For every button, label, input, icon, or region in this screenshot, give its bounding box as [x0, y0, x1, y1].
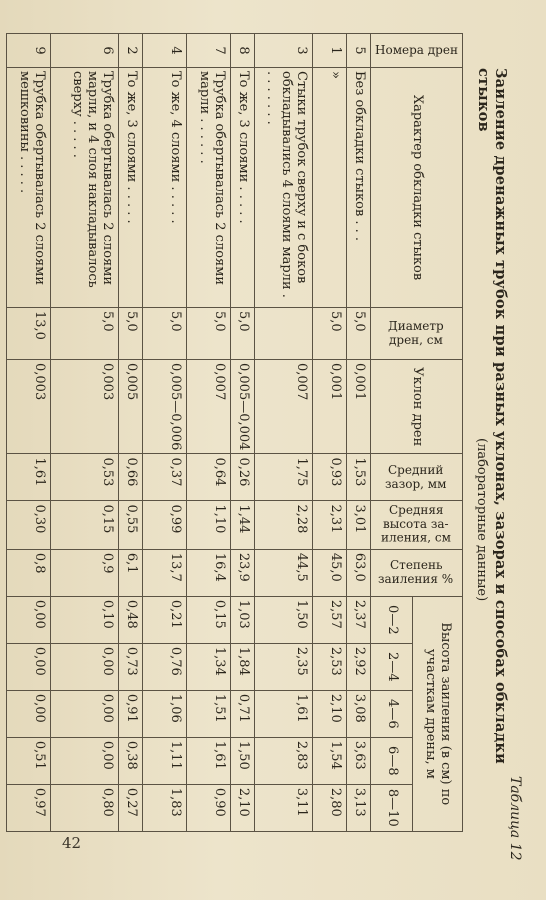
row-section-value: 0,73	[119, 643, 143, 690]
row-section-value: 3,08	[347, 690, 371, 737]
row-height: 0,30	[7, 501, 51, 549]
row-section-value: 2,83	[255, 737, 313, 784]
row-slope: 0,005—0,006	[143, 360, 187, 454]
row-section-value: 2,53	[313, 643, 347, 690]
row-slope: 0,005—0,004	[231, 360, 255, 454]
table-row	[7, 34, 51, 832]
row-slope: 0,007	[255, 360, 313, 454]
row-section-value: 1,34	[187, 643, 231, 690]
table-title: Заиление дренажных трубок при разных уклонах, зазорах и способах обкладки стыков	[475, 68, 509, 764]
row-section-value: 0,48	[119, 596, 143, 643]
row-section-value: 0,97	[7, 784, 51, 831]
row-number: 7	[187, 34, 231, 68]
row-diameter: 5,0	[143, 308, 187, 360]
row-description: То же, 3 слоями . . . . .	[119, 68, 143, 308]
page-number: 42	[62, 834, 82, 852]
header-character: Характер обкладки стыков	[371, 68, 463, 308]
row-section-value: 0,00	[7, 596, 51, 643]
table-body	[7, 34, 371, 832]
row-section-value: 2,10	[313, 690, 347, 737]
header-sections-group: Высота заиления (в см) по участкам дрены, м	[413, 596, 463, 831]
row-slope: 0,007	[187, 360, 231, 454]
row-height: 0,15	[51, 501, 119, 549]
row-description: То же, 3 слоями . . . . .	[231, 68, 255, 308]
row-section-value: 0,91	[119, 690, 143, 737]
silting-table	[6, 33, 463, 832]
header-number: Номера дрен	[371, 34, 463, 68]
row-description: »	[313, 68, 347, 308]
row-percent: 45,0	[313, 549, 347, 596]
row-section-value: 2,37	[347, 596, 371, 643]
table-row	[187, 34, 231, 832]
row-number: 3	[255, 34, 313, 68]
table-row	[231, 34, 255, 832]
row-percent: 23,9	[231, 549, 255, 596]
row-slope: 0,003	[51, 360, 119, 454]
table-row	[143, 34, 187, 832]
row-diameter: 5,0	[187, 308, 231, 360]
row-section-value: 0,80	[51, 784, 119, 831]
row-section-value: 2,80	[313, 784, 347, 831]
row-section-value: 1,06	[143, 690, 187, 737]
row-percent: 16,4	[187, 549, 231, 596]
row-description: Стыки трубок сверху и с боков обкладывались 4 слоями марли . . . . . . . .	[255, 68, 313, 308]
row-section-value: 0,00	[51, 690, 119, 737]
row-section-value: 1,54	[313, 737, 347, 784]
row-section-value: 0,51	[7, 737, 51, 784]
row-slope: 0,005	[119, 360, 143, 454]
row-section-value: 3,11	[255, 784, 313, 831]
row-section-value: 0,76	[143, 643, 187, 690]
row-section-value: 1,50	[231, 737, 255, 784]
row-height: 2,31	[313, 501, 347, 549]
row-section-value: 2,92	[347, 643, 371, 690]
row-section-value: 0,00	[51, 643, 119, 690]
row-section-value: 2,57	[313, 596, 347, 643]
row-section-value: 0,71	[231, 690, 255, 737]
row-section-value: 3,13	[347, 784, 371, 831]
row-section-value: 0,21	[143, 596, 187, 643]
row-section-value: 0,90	[187, 784, 231, 831]
row-section-value: 1,61	[187, 737, 231, 784]
row-section-value: 1,50	[255, 596, 313, 643]
row-diameter: 5,0	[231, 308, 255, 360]
row-diameter: 5,0	[119, 308, 143, 360]
header-section-6-8: 6—8	[371, 737, 413, 784]
rotated-table-block	[17, 18, 523, 878]
header-section-8-10: 8—10	[371, 784, 413, 831]
table-row	[347, 34, 371, 832]
header-section-2-4: 2—4	[371, 643, 413, 690]
row-gap: 0,26	[231, 454, 255, 501]
row-diameter: 5,0	[51, 308, 119, 360]
row-section-value: 1,03	[231, 596, 255, 643]
row-percent: 63,0	[347, 549, 371, 596]
header-slope: Уклон дрен	[371, 360, 463, 454]
row-section-value: 3,63	[347, 737, 371, 784]
row-number: 6	[51, 34, 119, 68]
row-section-value: 1,11	[143, 737, 187, 784]
row-description: То же, 4 слоями . . . . .	[143, 68, 187, 308]
row-gap: 1,75	[255, 454, 313, 501]
row-gap: 1,53	[347, 454, 371, 501]
row-gap: 0,37	[143, 454, 187, 501]
row-section-value: 1,83	[143, 784, 187, 831]
row-number: 8	[231, 34, 255, 68]
row-height: 2,28	[255, 501, 313, 549]
row-section-value: 1,51	[187, 690, 231, 737]
row-percent: 44,5	[255, 549, 313, 596]
row-percent: 13,7	[143, 549, 187, 596]
row-height: 1,10	[187, 501, 231, 549]
row-section-value: 0,38	[119, 737, 143, 784]
row-section-value: 0,10	[51, 596, 119, 643]
row-description: Трубка обертывалась 2 слоями мешковины . . . . .	[7, 68, 51, 308]
row-height: 1,44	[231, 501, 255, 549]
row-gap: 0,66	[119, 454, 143, 501]
row-section-value: 1,84	[231, 643, 255, 690]
row-diameter: 13,0	[7, 308, 51, 360]
row-section-value: 1,61	[255, 690, 313, 737]
header-gap: Средний зазор, мм	[371, 454, 463, 501]
row-diameter: 5,0	[313, 308, 347, 360]
row-height: 0,99	[143, 501, 187, 549]
row-slope: 0,003	[7, 360, 51, 454]
row-description: Трубка обертывалась 2 слоями марли . . . . . .	[187, 68, 231, 308]
row-section-value: 2,10	[231, 784, 255, 831]
row-gap: 0,64	[187, 454, 231, 501]
table-row	[51, 34, 119, 832]
row-diameter	[255, 308, 313, 360]
row-gap: 1,61	[7, 454, 51, 501]
header-height: Средняя высота за-иления, см	[371, 501, 463, 549]
row-section-value: 0,00	[7, 690, 51, 737]
row-section-value: 0,00	[7, 643, 51, 690]
row-number: 9	[7, 34, 51, 68]
row-section-value: 0,15	[187, 596, 231, 643]
table-row	[255, 34, 313, 832]
row-section-value: 0,00	[51, 737, 119, 784]
row-slope: 0,001	[313, 360, 347, 454]
table-label: Таблица 12	[507, 776, 523, 861]
row-section-value: 0,27	[119, 784, 143, 831]
header-pct: Степень заиления %	[371, 549, 463, 596]
table-row	[119, 34, 143, 832]
row-number: 1	[313, 34, 347, 68]
row-slope: 0,001	[347, 360, 371, 454]
table-row	[313, 34, 347, 832]
row-percent: 6,1	[119, 549, 143, 596]
row-gap: 0,93	[313, 454, 347, 501]
row-description: Трубка обертывалась 2 слоями марли, и 4 слоя накладывалось сверху . . . . .	[51, 68, 119, 308]
row-height: 0,55	[119, 501, 143, 549]
header-section-4-6: 4—6	[371, 690, 413, 737]
row-percent: 0,8	[7, 549, 51, 596]
header-section-0-2: 0—2	[371, 596, 413, 643]
row-section-value: 2,35	[255, 643, 313, 690]
row-number: 2	[119, 34, 143, 68]
row-diameter: 5,0	[347, 308, 371, 360]
row-height: 3,01	[347, 501, 371, 549]
header-diameter: Диаметр дрен, см	[371, 308, 463, 360]
row-percent: 0,9	[51, 549, 119, 596]
row-number: 4	[143, 34, 187, 68]
row-description: Без обкладки стыков . . .	[347, 68, 371, 308]
row-gap: 0,53	[51, 454, 119, 501]
table-subtitle: (лабораторные данные)	[474, 438, 489, 602]
row-number: 5	[347, 34, 371, 68]
